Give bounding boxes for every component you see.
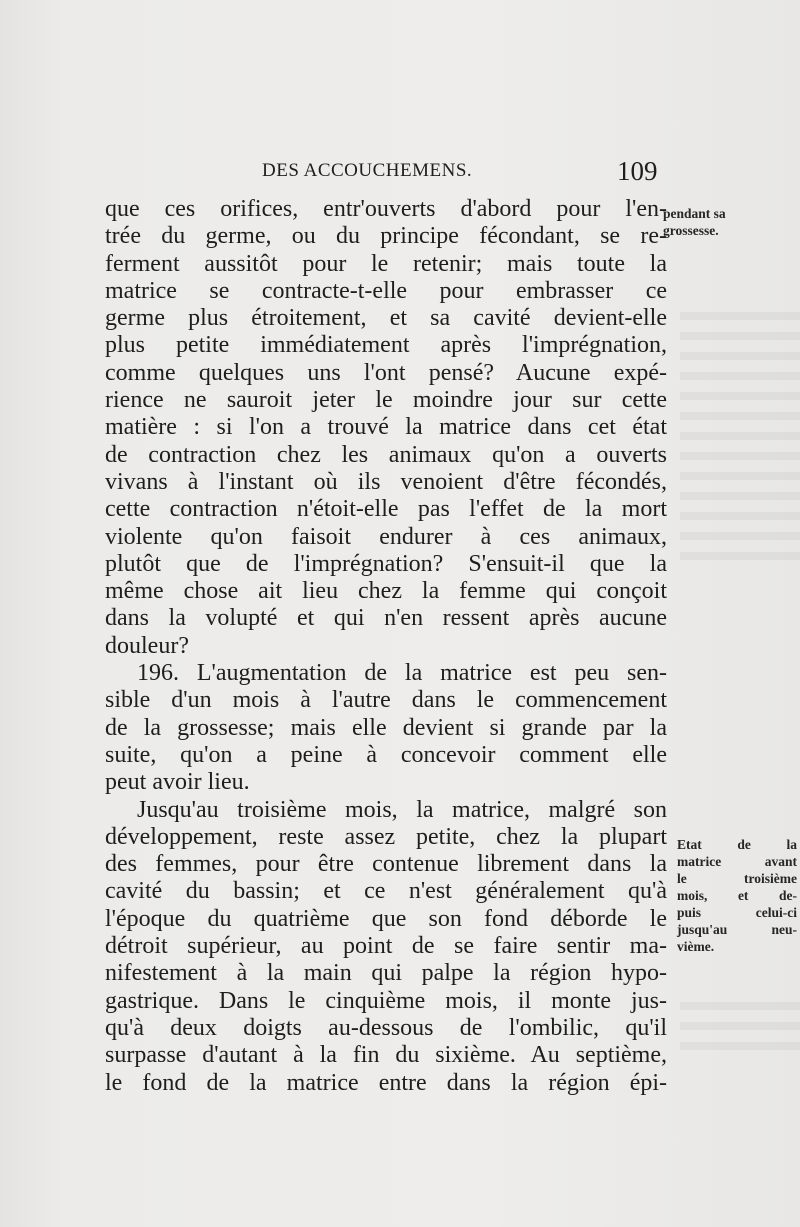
running-title: DES ACCOUCHEMENS. <box>262 160 473 181</box>
text-line: nifestement à la main qui palpe la région hypo- <box>105 960 667 987</box>
show-through-text <box>680 990 800 1060</box>
text-line: détroit supérieur, au point de se faire sentir ma- <box>105 933 667 960</box>
text-line: douleur? <box>105 632 189 659</box>
text-line: surpasse d'autant à la fin du sixième. Au septième, <box>105 1042 667 1069</box>
text-line: ferment aussitôt pour le retenir; mais toute la <box>105 250 667 277</box>
text-line: développement, reste assez petite, chez la plupart <box>105 823 667 850</box>
margin-note-pendant-grossesse <box>663 205 793 239</box>
text-line: trée du germe, ou du principe fécondant, se re- <box>105 223 667 250</box>
text-line: même chose ait lieu chez la femme qui conçoit <box>105 578 667 605</box>
margin-note-line: puis celui-ci <box>677 905 797 920</box>
text-line: violente qu'on faisoit endurer à ces animaux, <box>105 523 667 550</box>
margin-note-line: Etat de la <box>677 837 797 852</box>
text-line: l'époque du quatrième que son fond déborde le <box>105 905 667 932</box>
text-line: plutôt que de l'imprégnation? S'ensuit-il que la <box>105 550 667 577</box>
margin-note-line: grossesse. <box>663 223 719 238</box>
margin-note-line: jusqu'au neu- <box>677 922 797 937</box>
text-line: le fond de la matrice entre dans la région épi- <box>105 1069 667 1096</box>
text-line: matrice se contracte-t-elle pour embrasser ce <box>105 277 667 304</box>
text-line: sible d'un mois à l'autre dans le commencement <box>105 687 667 714</box>
text-line: suite, qu'on a peine à concevoir comment elle <box>105 741 667 768</box>
text-line: germe plus étroitement, et sa cavité devient-elle <box>105 305 667 332</box>
text-line: plus petite immédiatement après l'imprégnation, <box>105 332 667 359</box>
page-number: 109 <box>617 156 658 186</box>
text-line: matière : si l'on a trouvé la matrice dans cet état <box>105 414 667 441</box>
text-line: qu'à deux doigts au-dessous de l'ombilic, qu'il <box>105 1014 667 1041</box>
paragraph-196-start: 196. L'augmentation de la matrice est peu sen- <box>137 660 667 687</box>
text-line: gastrique. Dans le cinquième mois, il monte jus- <box>105 987 667 1014</box>
text-line: rience ne sauroit jeter le moindre jour sur cette <box>105 387 667 414</box>
text-line: comme quelques uns l'ont pensé? Aucune expé- <box>105 359 667 386</box>
text-line: peut avoir lieu. <box>105 769 250 796</box>
margin-note-etat-matrice <box>677 836 797 955</box>
margin-note-line: vième. <box>677 939 715 954</box>
margin-note-line: pendant sa <box>663 206 726 221</box>
text-line: dans la volupté et qui n'en ressent après aucune <box>105 605 667 632</box>
margin-note-line: matrice avant <box>677 854 797 869</box>
text-line: des femmes, pour être contenue librement dans la <box>105 851 667 878</box>
show-through-text <box>680 300 800 560</box>
text-line: cette contraction n'étoit-elle pas l'effet de la mort <box>105 496 667 523</box>
main-text <box>105 196 667 1097</box>
text-line: cavité du bassin; et ce n'est généralement qu'à <box>105 878 667 905</box>
margin-note-line: mois, et de- <box>677 888 797 903</box>
text-line: de contraction chez les animaux qu'on a ouverts <box>105 441 667 468</box>
text-line: de la grossesse; mais elle devient si grande par la <box>105 714 667 741</box>
page-header <box>105 156 665 192</box>
text-line: que ces orifices, entr'ouverts d'abord pour l'en- <box>105 196 667 222</box>
text-line: vivans à l'instant où ils venoient d'être fécondés, <box>105 468 667 495</box>
paragraph-start: Jusqu'au troisième mois, la matrice, malgré son <box>137 796 667 823</box>
margin-note-line: le troisième <box>677 871 797 886</box>
